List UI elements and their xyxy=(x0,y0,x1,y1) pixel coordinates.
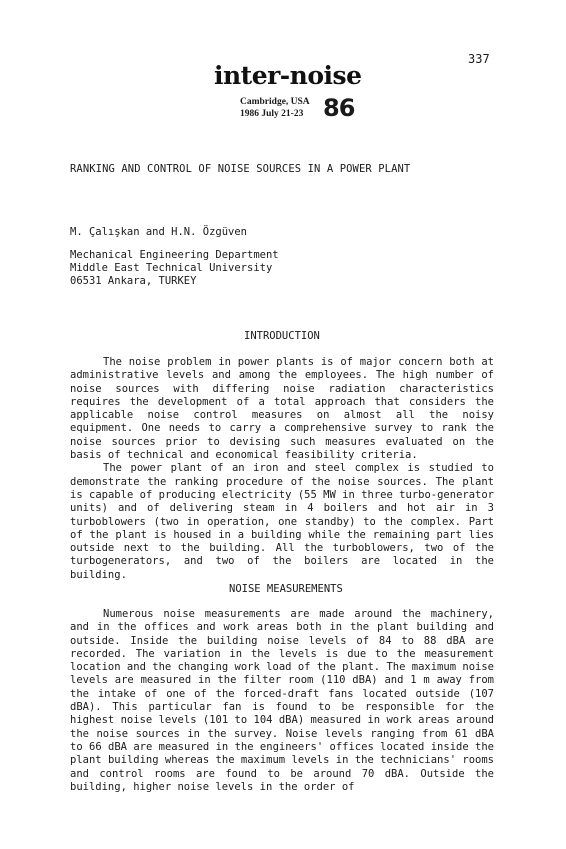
section-heading-introduction: INTRODUCTION xyxy=(244,330,320,342)
conference-logo: inter-noise xyxy=(214,61,362,90)
section-heading-noise-measurements: NOISE MEASUREMENTS xyxy=(229,583,343,595)
university: Middle East Technical University xyxy=(70,262,273,274)
conference-year: 86 xyxy=(323,94,355,122)
paragraph: The power plant of an iron and steel complex is studied to demonstrate the ranking procedure of the noise sources. The plant is capable of producing electricity (55 MW in three turbo-generator units) and of delivering steam in 4 boilers and hot air in 3 turboblowers (two in operation, one standby) to the complex. Part of the plant is housed in a building while the remaining part lies outside next to the building. All the turboblowers, two of the turbogenerators, and two of the boilers are located in the building. xyxy=(70,462,494,581)
authors: M. Çalışkan and H.N. Özgüven xyxy=(70,226,248,238)
affiliation xyxy=(70,249,279,288)
paragraph: The noise problem in power plants is of major concern both at administrative levels and among the employees. The high number of noise sources with differing noise radiation characteristics requires the development of a total approach that considers the applicable noise control measures on almost all the noisy equipment. One needs to carry a comprehensive survey to rank the noise sources prior to devising such measures evaluated on the basis of technical and economical feasibility criteria. xyxy=(70,356,494,462)
address: 06531 Ankara, TURKEY xyxy=(70,275,197,287)
page-number: 337 xyxy=(468,52,490,66)
department: Mechanical Engineering Department xyxy=(70,249,279,261)
paper-title: RANKING AND CONTROL OF NOISE SOURCES IN A POWER PLANT xyxy=(70,163,411,175)
noise-measurements-body xyxy=(70,608,494,794)
conference-city: Cambridge, USA xyxy=(240,97,310,107)
introduction-body xyxy=(70,356,494,582)
conference-date: 1986 July 21-23 xyxy=(240,109,304,119)
paragraph: Numerous noise measurements are made around the machinery, and in the offices and work areas both in the plant building and outside. Inside the building noise levels of 84 to 88 dBA are recorded. The variation in the levels is due to the measurement location and the changing work load of the plant. The maximum noise levels are measured in the filter room (110 dBA) and 1 m away from the intake of one of the forced-draft fans located outside (107 dBA). This particular fan is found to be responsible for the highest noise levels (101 to 104 dBA) measured in work areas around the noise sources in the survey. Noise levels ranging from 61 dBA to 66 dBA are measured in the engineers' offices located inside the plant building whereas the maximum levels in the technicians' rooms and control rooms are found to be around 70 dBA. Outside the building, higher noise levels in the order of xyxy=(70,608,494,793)
